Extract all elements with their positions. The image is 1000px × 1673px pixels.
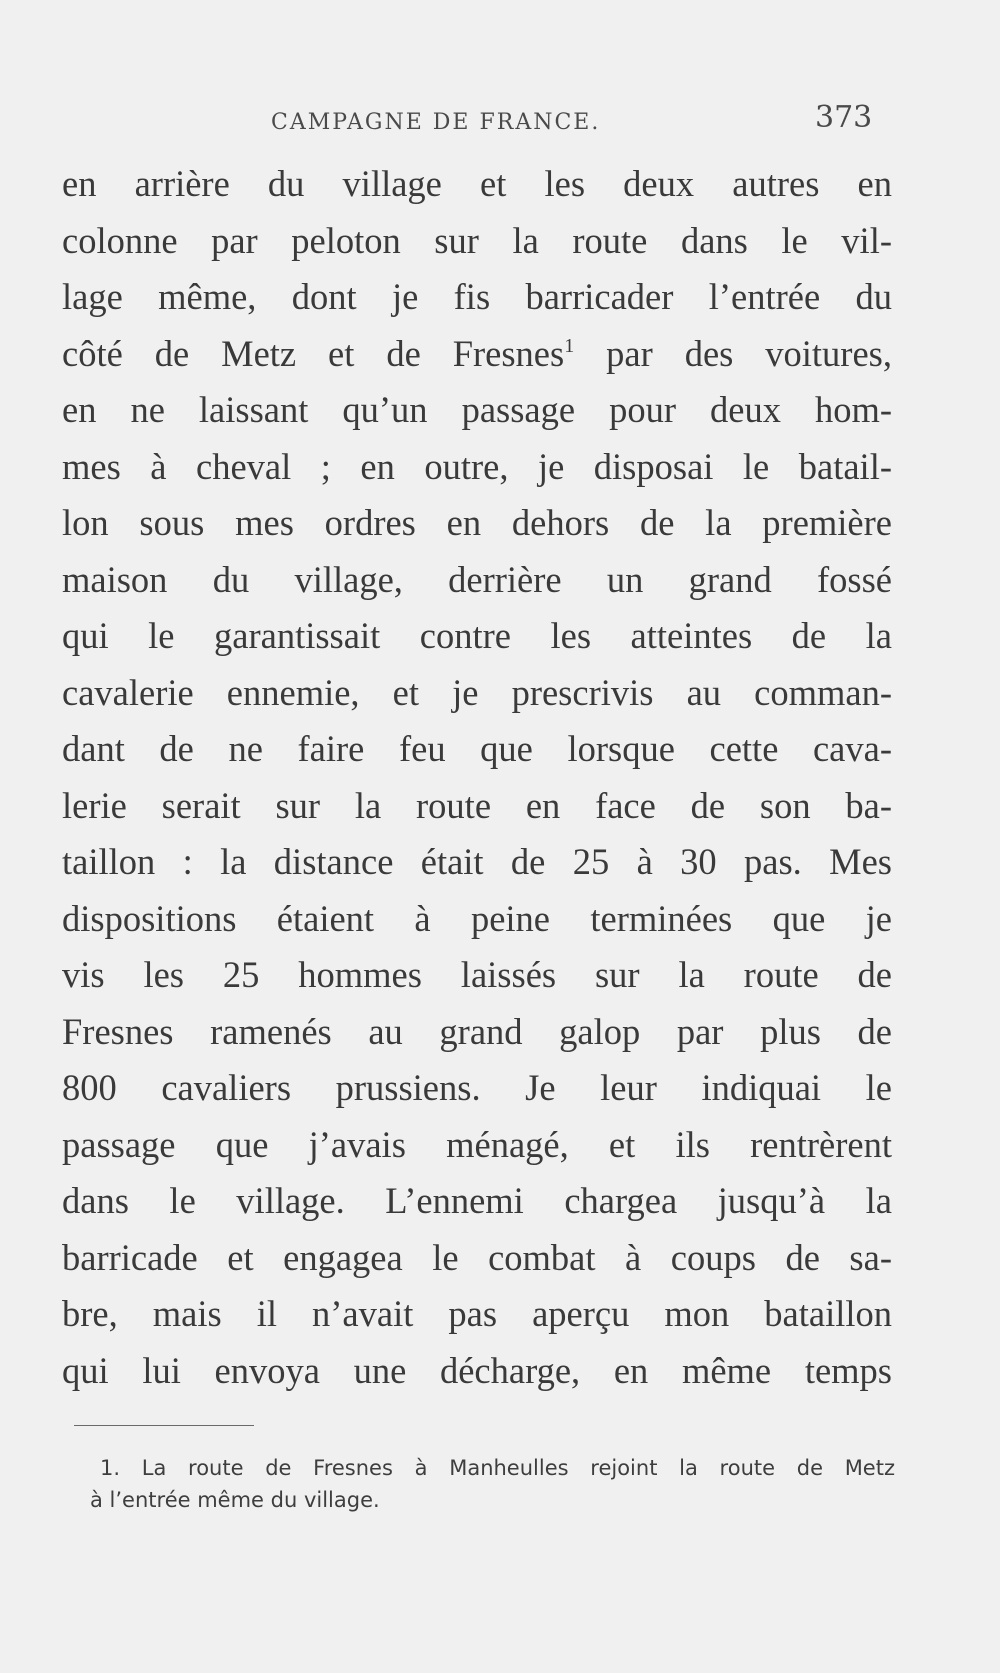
- text-line: colonne par peloton sur la route dans le vil-: [62, 219, 892, 261]
- text-line: dant de ne faire feu que lorsque cette cava-: [62, 728, 892, 769]
- text-line-tail: par des voitures,: [574, 332, 892, 374]
- text-line: passage que j’avais ménagé, et ils rentrèrent: [62, 1123, 892, 1165]
- text-line: taillon : la distance était de 25 à 30 pas. Mes: [62, 841, 892, 882]
- text-line: bre, mais il n’avait pas aperçu mon bataillon: [62, 1293, 892, 1334]
- text-line: dans le village. L’ennemi chargea jusqu’à la: [62, 1180, 892, 1221]
- text-line: mes à cheval ; en outre, je disposai le batail-: [62, 445, 892, 487]
- text-line: lon sous mes ordres en dehors de la première: [62, 502, 892, 543]
- text-line: lage même, dont je fis barricader l’entrée du: [62, 276, 892, 317]
- footnote-reference[interactable]: 1: [564, 334, 575, 357]
- text-line: en ne laissant qu’un passage pour deux hom-: [62, 389, 892, 430]
- text-line: barricade et engagea le combat à coups de sa-: [62, 1236, 892, 1278]
- text-line: Fresnes ramenés au grand galop par plus de: [62, 1010, 892, 1052]
- footnote-line: 1. La route de Fresnes à Manheulles rejoint la route de Metz: [100, 1456, 895, 1480]
- text-line: lerie serait sur la route en face de son ba-: [62, 784, 892, 826]
- footnote-divider: [74, 1425, 254, 1426]
- text-line: vis les 25 hommes laissés sur la route de: [62, 954, 892, 995]
- text-line: 800 cavaliers prussiens. Je leur indiquai le: [62, 1067, 892, 1108]
- text-line: dispositions étaient à peine terminées que je: [62, 897, 892, 939]
- footnotes: [90, 1452, 895, 1516]
- running-title: CAMPAGNE DE FRANCE.: [271, 110, 601, 135]
- text-line: maison du village, derrière un grand fossé: [62, 558, 892, 600]
- text-line: qui lui envoya une décharge, en même temps: [62, 1349, 892, 1391]
- text-line: en arrière du village et les deux autres en: [62, 163, 892, 204]
- text-line: qui le garantissait contre les atteintes de la: [62, 615, 892, 656]
- page-number: 373: [815, 100, 873, 135]
- text-line: cavalerie ennemie, et je prescrivis au comman-: [62, 671, 892, 713]
- running-head: [0, 100, 1000, 140]
- text-line-with-note-ref: [62, 326, 892, 383]
- body-text: [62, 156, 892, 1399]
- footnote-line: à l’entrée même du village.: [90, 1488, 380, 1512]
- text-line-head: côté de Metz et de Fresnes: [62, 332, 565, 374]
